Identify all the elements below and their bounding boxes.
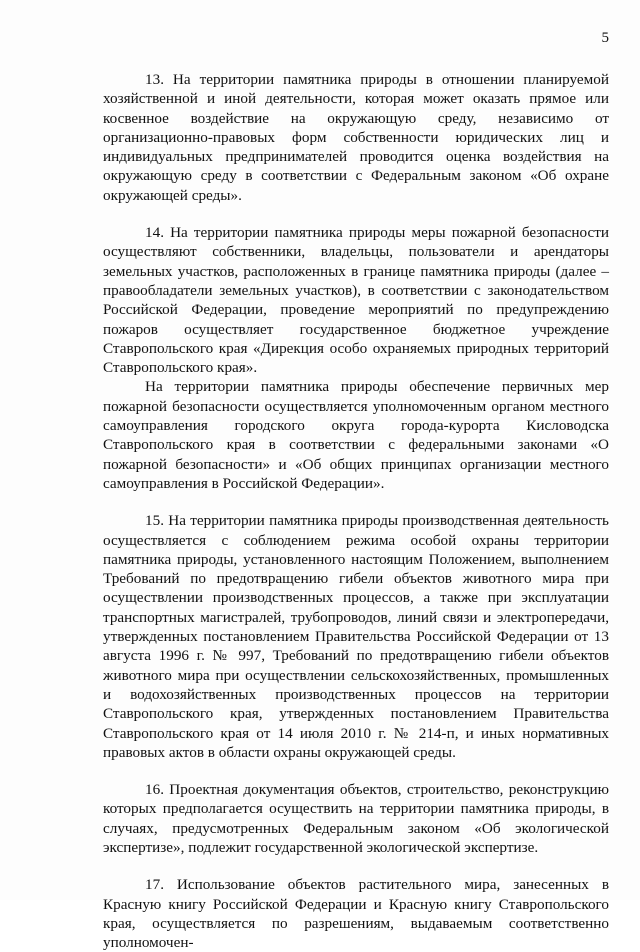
page-number: 5: [601, 30, 609, 46]
paragraph-14: 14. На территории памятника природы меры пожарной безопасности осуществляют собственники, владельцы, пользователи и арендаторы земельных участков, расположенных в границе памятника природы (далее – правообладатели земельных участков), в соответствии с законодательством Российской Федерации, проведение мероприятий по предупреждению пожаров осуществляет государственное бюджетное учреждение Ставропольского края «Дирекция особо охраняемых природных территорий Ставропольского края».: [103, 224, 609, 377]
paragraph-15: 15. На территории памятника природы производственная деятельность осуществляется с соблюдением режима особой охраны территории памятника природы, установленного настоящим Положением, выполнением Требований по предотвращению гибели объектов животного мира при осуществлении производственных процессов, а также при эксплуатации транспортных магистралей, трубопроводов, линий связи и электропередачи, утвержденных постановлением Правительства Российской Федерации от 13 августа 1996 г. № 997, Требований по предотвращению гибели объектов животного мира при осуществлении сельскохозяйственных, промышленных и водохозяйственных производственных процессов на территории Ставропольского края, утвержденных постановлением Правительства Ставропольского края от 14 июля 2010 г. № 214-п, и иных нормативных правовых актов в области охраны окружающей среды.: [103, 512, 609, 761]
paragraph-17: 17. Использование объектов растительного мира, занесенных в Красную книгу Российской Федерации и Красную книгу Ставропольского края, осуществляется по разрешениям, выдаваемым соответственно уполномочен-: [103, 876, 609, 952]
paragraph-14-fire-safety: На территории памятника природы обеспечение первичных мер пожарной безопасности осуществляется уполномоченным органом местного самоуправления городского округа города-курорта Кисловодска Ставропольского края в соответствии с федеральными законами «О пожарной безопасности» и «Об общих принципах организации местного самоуправления в Российской Федерации».: [103, 378, 609, 492]
paragraph-16: 16. Проектная документация объектов, строительство, реконструкцию которых предполагается осуществить на территории памятника природы, в случаях, предусмотренных Федеральным законом «Об экологической экспертизе», подлежит государственной экологической экспертизе.: [103, 781, 609, 856]
paragraph-13: 13. На территории памятника природы в отношении планируемой хозяйственной и иной деятельности, которая может оказать прямое или косвенное воздействие на окружающую среду, независимо от организационно-правовых форм собственности юридических лиц и индивидуальных предпринимателей проводится оценка воздействия на окружающую среду в соответствии с Федеральным законом «Об охране окружающей среды».: [103, 71, 609, 204]
document-body: [103, 70, 609, 952]
